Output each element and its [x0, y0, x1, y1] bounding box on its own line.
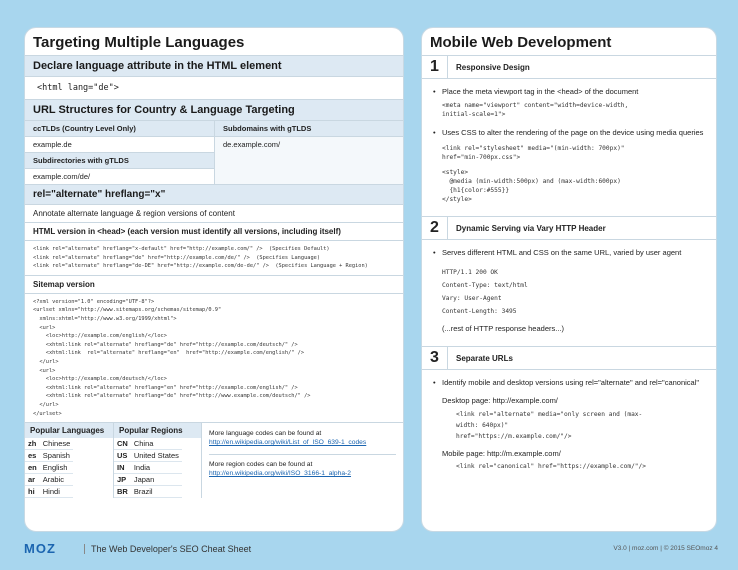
s1-bullet-1: • Place the meta viewport tag in the <head> of the document: [422, 87, 716, 97]
region-name: United States: [131, 450, 182, 462]
lang-row: [25, 486, 73, 498]
s3-desktop-page: Desktop page: http://example.com/: [442, 396, 558, 405]
region-row: [114, 486, 182, 498]
s3-code-2: <link rel="canonical" href="https://example.com/"/>: [456, 463, 646, 470]
lang-name: Hindi: [40, 486, 74, 498]
cctld-heading: ccTLDs (Country Level Only): [25, 121, 214, 137]
section-number-2: 2: [422, 217, 448, 239]
s3-bullet-1: • Identify mobile and desktop versions using rel="alternate" and rel="canonical": [422, 378, 716, 388]
dynamic-serving-label: Dynamic Serving via Vary HTTP Header: [456, 223, 606, 233]
more-lang-link[interactable]: http://en.wikipedia.org/wiki/List_of_ISO_639-1_codes: [209, 439, 367, 447]
url-grid: [25, 121, 403, 185]
right-title: Mobile Web Development: [430, 34, 612, 51]
s1-code-2: <link rel="stylesheet" media="(min-width: 700px)" href="min-700px.css">: [442, 145, 625, 161]
left-title: Targeting Multiple Languages: [25, 28, 403, 56]
region-row: [114, 462, 182, 474]
subdomain-value: de.example.com/: [223, 140, 281, 149]
subdir-heading: Subdirectories with gTLDS: [25, 153, 214, 169]
moz-logo: MOZ: [24, 541, 56, 556]
section-number-3: 3: [422, 347, 448, 369]
regions-table: [114, 438, 182, 498]
region-code: US: [114, 450, 131, 462]
codes-section: [25, 423, 403, 498]
region-code: IN: [114, 462, 131, 474]
section-hreflang: rel="alternate" hreflang="x": [25, 185, 403, 205]
region-code: JP: [114, 474, 131, 486]
s1-code-1: <meta name="viewport" content="width=device-width, initial-scale=1">: [442, 102, 629, 118]
section-dynamic-serving: [422, 216, 716, 240]
sitemap-code: <?xml version="1.0" encoding="UTF-8"?> <urlset xmlns="http://www.sitemaps.org/schemas/sitemap/0.9" xmlns:xhtml="http://www.w3.org/1999/xhtml"> <url> <loc>http://example.com/english/</loc> <xhtml:link rel="alternate" hreflang="de" href="http://example.com/deutsch/" /> <xhtml:link rel="alternate" hreflang="en" href="http://example.com/english/" /> </url> <url> <loc>http://example.com/deutsch/</loc> <xhtml:link rel="alternate" hreflang="en" href="http://example.com/english/" /> <xhtml:link rel="alternate" hreflang="de" href="http://www.example.com/deutsch/" /> </url> </urlset>: [25, 294, 403, 423]
s3-code-1: <link rel="alternate" media="only screen and (max- width: 640px)" href="https://m.example.com/"/>: [456, 411, 643, 440]
popular-languages-heading: Popular Languages: [25, 423, 113, 438]
html-lang-code: <html lang="de">: [25, 77, 403, 100]
section-lang-attr: Declare language attribute in the HTML element: [25, 56, 403, 77]
lang-code: ar: [25, 474, 40, 486]
section-url-structures: URL Structures for Country & Language Targeting: [25, 100, 403, 121]
responsive-label: Responsive Design: [456, 62, 530, 72]
sitemap-heading: Sitemap version: [25, 276, 403, 294]
right-panel: [421, 27, 717, 532]
lang-row: [25, 474, 73, 486]
footer-meta: V3.0 | moz.com | © 2015 SEOmoz 4: [613, 545, 718, 552]
region-row: [114, 450, 182, 462]
lang-name: English: [40, 462, 74, 474]
more-reg-link[interactable]: http://en.wikipedia.org/wiki/ISO_3166-1_alpha-2: [209, 470, 352, 478]
section-responsive: [422, 55, 716, 79]
s1-code-3: <style> @media (min-width:500px) and (max-width:600px) {h1{color:#555}} </style>: [442, 169, 621, 203]
region-name: China: [131, 438, 182, 450]
footer-title: The Web Developer's SEO Cheat Sheet: [84, 544, 251, 554]
lang-code: es: [25, 450, 40, 462]
more-reg-text: More region codes can be found at: [209, 461, 313, 469]
section-number-1: 1: [422, 56, 448, 78]
region-row: [114, 438, 182, 450]
region-code: CN: [114, 438, 131, 450]
left-panel: [24, 27, 404, 532]
lang-row: [25, 438, 73, 450]
languages-table: [25, 438, 73, 498]
region-row: [114, 474, 182, 486]
lang-code: hi: [25, 486, 40, 498]
section-separate-urls: [422, 346, 716, 370]
subdir-value: example.com/de/: [33, 172, 91, 181]
lang-code: zh: [25, 438, 40, 450]
region-name: Brazil: [131, 486, 182, 498]
region-name: Japan: [131, 474, 182, 486]
subdomain-heading: Subdomains with gTLDS: [215, 121, 403, 137]
footer: [24, 541, 718, 561]
region-code: BR: [114, 486, 131, 498]
s1-bullet-2: • Uses CSS to alter the rendering of the page on the device using media queries: [422, 128, 716, 138]
lang-row: [25, 450, 73, 462]
region-name: India: [131, 462, 182, 474]
s2-bullet-1: • Serves different HTML and CSS on the same URL, varied by user agent: [422, 248, 716, 258]
html-version-heading: HTML version in <head> (each version must identify all versions, including itself): [25, 223, 403, 241]
lang-name: Spanish: [40, 450, 74, 462]
html-version-code: <link rel="alternate" hreflang="x-default" href="http://example.com/" /> (Specifies Default) <link rel="alternate" hreflang="de" href="http://example.com/de/" /> (Specifies Language) <link rel="alternate" hreflang="de-DE" href="http://example.com/de-de/" /> (Specifies Language + Region): [25, 241, 403, 276]
s2-rest-text: (...rest of HTTP response headers...): [442, 324, 564, 333]
lang-row: [25, 462, 73, 474]
lang-code: en: [25, 462, 40, 474]
cctld-value: example.de: [25, 137, 214, 153]
s3-mobile-page: Mobile page: http://m.example.com/: [442, 449, 561, 458]
annotate-text: Annotate alternate language & region versions of content: [25, 205, 403, 223]
popular-regions-heading: Popular Regions: [114, 423, 201, 438]
separate-urls-label: Separate URLs: [456, 353, 513, 363]
lang-name: Chinese: [40, 438, 74, 450]
more-lang-text: More language codes can be found at: [209, 430, 322, 438]
lang-name: Arabic: [40, 474, 74, 486]
s2-code-1: HTTP/1.1 200 OK Content-Type: text/html Vary: User-Agent Content-Length: 3495: [442, 269, 528, 315]
